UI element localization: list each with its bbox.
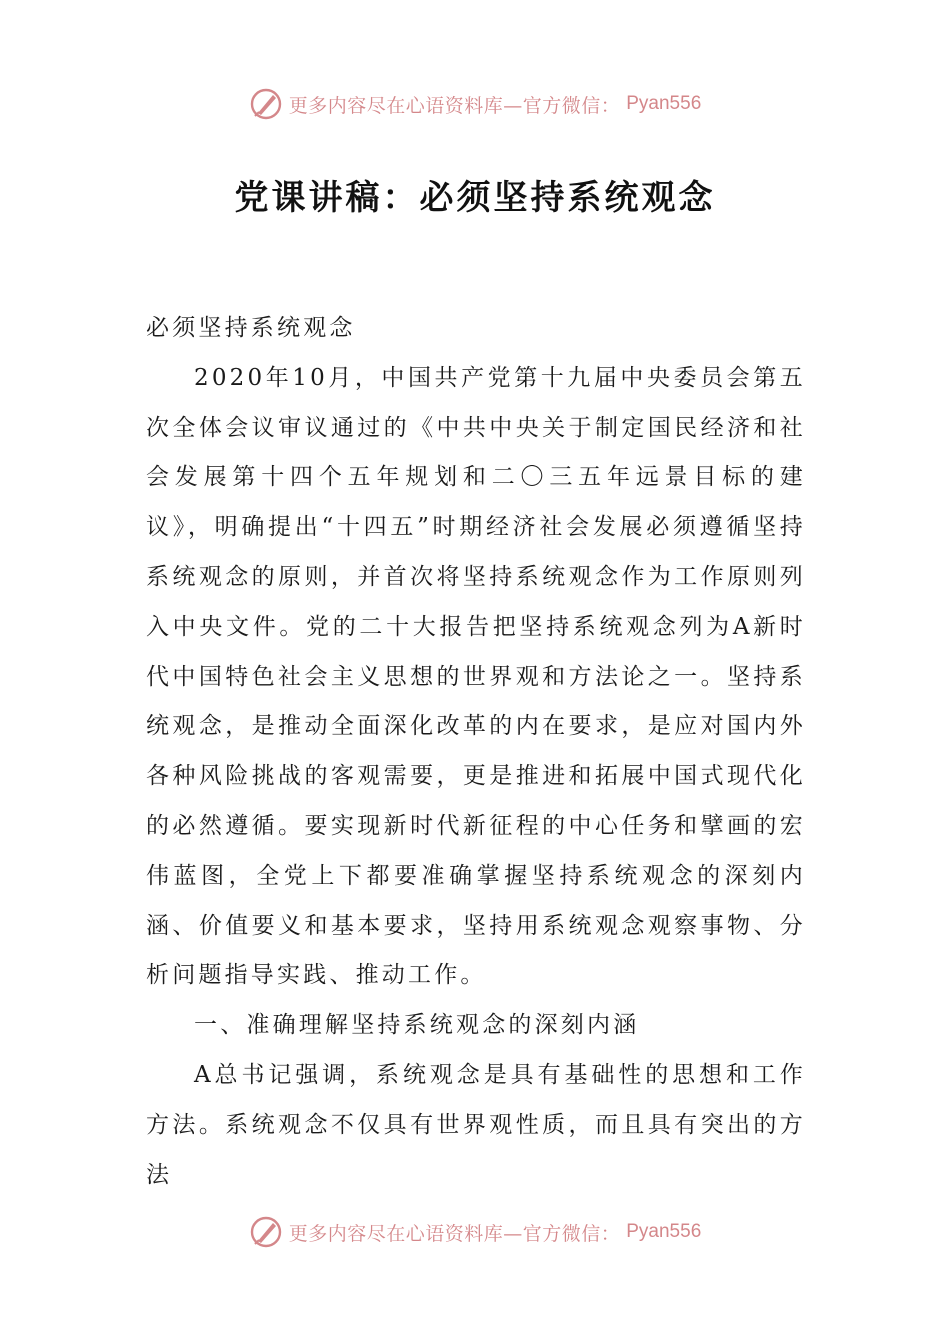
- body-paragraph: 2020年10月，中国共产党第十九届中央委员会第五次全体会议审议通过的《中共中央关于制定国民经济和社会发展第十四个五年规划和二〇三五年远景目标的建议》，明确提出“十四五”时期经济社会发展必须遵循坚持系统观念的原则，并首次将坚持系统观念作为工作原则列入中央文件。党的二十大报告把坚持系统观念列为A新时代中国特色社会主义思想的世界观和方法论之一。坚持系统观念，是推动全面深化改革的内在要求，是应对国内外各种风险挑战的客观需要，更是推进和拓展中国式现代化的必然遵循。要实现新时代新征程的中心任务和擘画的宏伟蓝图，全党上下都要准确掌握坚持系统观念的深刻内涵、价值要义和基本要求，坚持用系统观念观察事物、分析问题指导实践、推动工作。: [146, 364, 806, 989]
- header-watermark: [0, 82, 950, 126]
- watermark-site-text: 更多内容尽在心语资料库—官方微信：: [288, 1222, 621, 1245]
- subsection-heading: 一、准确理解坚持系统观念的深刻内涵: [194, 1012, 640, 1039]
- quill-pen-logo-icon: [249, 87, 283, 121]
- document-title: 党课讲稿：必须坚持系统观念: [234, 178, 716, 218]
- quill-pen-logo-icon: [249, 1215, 283, 1249]
- section-heading: 必须坚持系统观念: [146, 315, 356, 341]
- document-body: [146, 304, 806, 1200]
- watermark-wechat-id: Pyan556: [626, 93, 702, 114]
- watermark-wechat-id: Pyan556: [626, 1221, 702, 1242]
- watermark-site-text: 更多内容尽在心语资料库—官方微信：: [288, 94, 621, 117]
- footer-watermark: [0, 1210, 950, 1254]
- body-paragraph: A总书记强调，系统观念是具有基础性的思想和工作方法。系统观念不仅具有世界观性质，而且具有突出的方法: [146, 1061, 806, 1188]
